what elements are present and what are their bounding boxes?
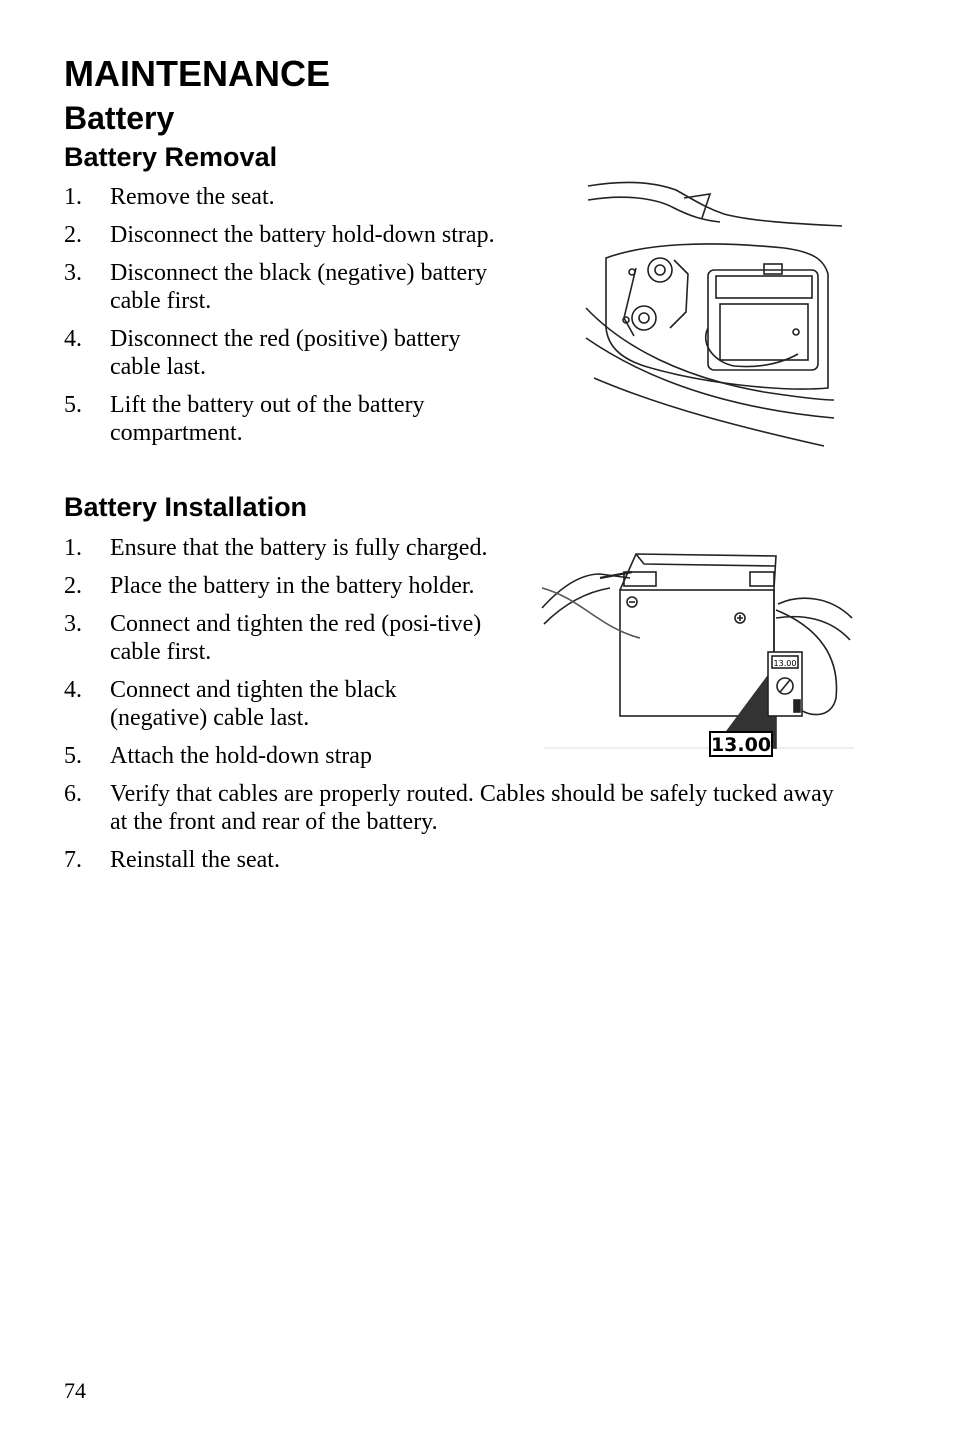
page-number: 74 xyxy=(64,1378,86,1403)
list-item: 5. Attach the hold-down strap xyxy=(64,743,372,769)
list-item: 6. Verify that cables are properly routed. Cables should be safely tucked away at the front and rear of the battery. xyxy=(64,781,834,835)
installation-heading: Battery Installation xyxy=(64,492,308,522)
list-item: 2. Disconnect the battery hold-down strap. xyxy=(64,222,495,248)
section-title: Battery xyxy=(64,100,175,136)
removal-steps xyxy=(64,183,504,457)
list-item: 3. Disconnect the black (negative) battery cable first. xyxy=(64,260,488,314)
list-item: 3. Connect and tighten the red (posi-tive) cable first. xyxy=(64,611,482,665)
battery-voltmeter-illustration xyxy=(540,548,856,760)
list-item: 4. Disconnect the red (positive) battery cable last. xyxy=(64,326,461,380)
list-item: 4. Connect and tighten the black (negative) cable last. xyxy=(64,677,397,731)
list-item: 1. Remove the seat. xyxy=(64,184,275,210)
list-item: 1. Ensure that the battery is fully charged. xyxy=(64,535,488,561)
list-item: 2. Place the battery in the battery holder. xyxy=(64,573,475,599)
page-title: MAINTENANCE xyxy=(64,53,330,94)
removal-heading: Battery Removal xyxy=(64,142,278,172)
list-item: 5. Lift the battery out of the battery compartment. xyxy=(64,392,425,446)
meter-reading-large: 13.00 xyxy=(710,734,772,756)
meter-display-small: 13.00 xyxy=(773,659,797,668)
battery-compartment-illustration xyxy=(584,178,846,448)
list-item: 7. Reinstall the seat. xyxy=(64,847,280,873)
